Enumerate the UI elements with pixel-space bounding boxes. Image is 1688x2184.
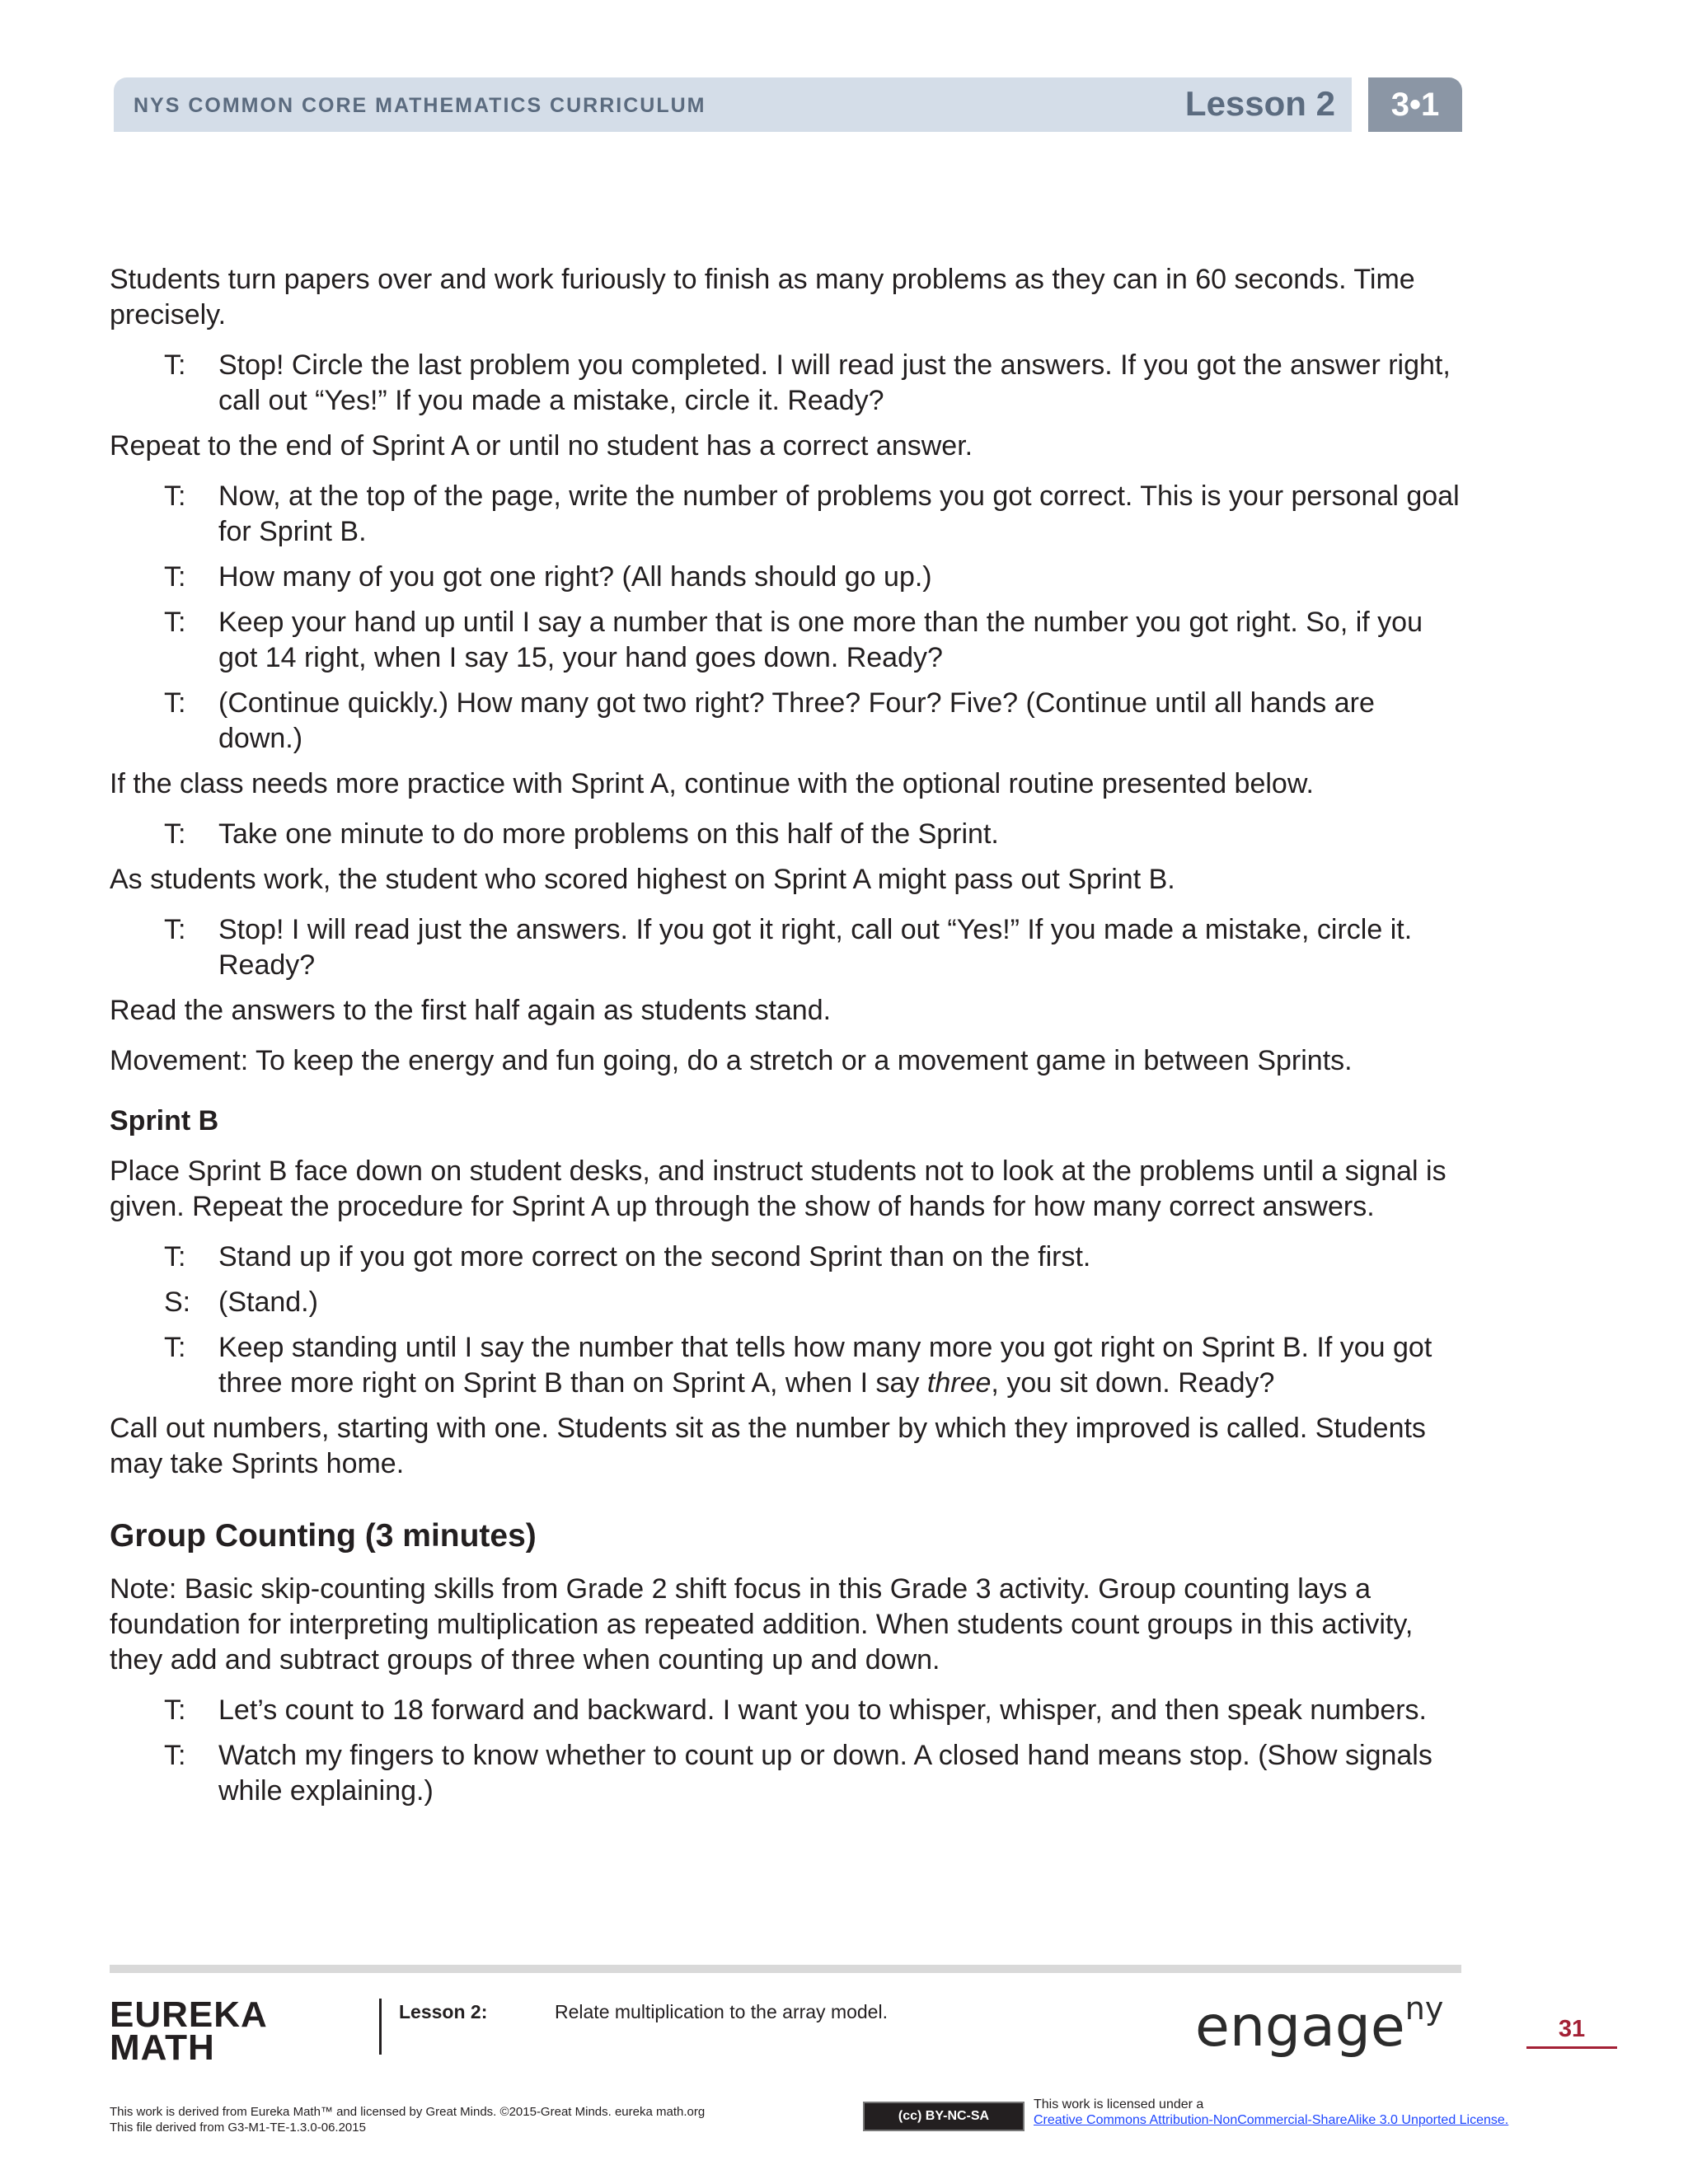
paragraph: Place Sprint B face down on student desks, and instruct students not to look at the problems until a signal is given. Repeat the procedure for Sprint A up through the show of hands for how many correct answers. xyxy=(110,1155,1447,1222)
dialogue-line xyxy=(110,605,1461,676)
paragraph: Note: Basic skip-counting skills from Grade 2 shift focus in this Grade 3 activity. Group counting lays a foundation for interpreting multiplication as repeated addition. When students count groups in this activity, they add and subtract groups of three when counting up and down. xyxy=(110,1573,1414,1675)
dialogue-line xyxy=(110,1330,1461,1401)
footer-divider xyxy=(110,1965,1461,1973)
dialogue-text: Let’s count to 18 forward and backward. I want you to whisper, whisper, and then speak numbers. xyxy=(218,1694,1428,1726)
dialogue-text: Keep your hand up until I say a number that is one more than the number you got right. So, if you got 14 right, when I say 15, your hand goes down. Ready? xyxy=(218,607,1423,673)
lesson-title: Lesson 2 xyxy=(1184,84,1335,123)
dialogue-line xyxy=(110,560,1461,595)
speaker: T: xyxy=(164,1740,186,1771)
dialogue-line xyxy=(110,1240,1461,1275)
speaker: T: xyxy=(164,914,186,945)
license-line: This work is licensed under a xyxy=(1034,2097,1204,2111)
emphasis-word: three xyxy=(926,1367,992,1399)
dialogue-text: How many of you got one right? (All hands should go up.) xyxy=(218,561,932,593)
speaker: T: xyxy=(164,1241,186,1272)
footer-separator xyxy=(379,1999,382,2055)
license-link[interactable]: Creative Commons Attribution-NonCommercial-ShareAlike 3.0 Unported License. xyxy=(1034,2113,1509,2127)
page-number: 31 xyxy=(1526,2016,1617,2049)
dialogue-text: Stand up if you got more correct on the second Sprint than on the first. xyxy=(218,1241,1091,1272)
eureka-math-logo xyxy=(110,1994,268,2068)
speaker: T: xyxy=(164,607,186,638)
cc-license-badge: (cc) BY-NC-SA xyxy=(863,2102,1025,2131)
paragraph: Read the answers to the first half again as students stand. xyxy=(110,995,832,1026)
curriculum-title: NYS COMMON CORE MATHEMATICS CURRICULUM xyxy=(134,94,706,117)
engage-text: engage xyxy=(1195,1994,1405,2060)
footer-lesson-label: Lesson 2: xyxy=(399,2001,488,2022)
speaker: T: xyxy=(164,561,186,593)
lesson-content xyxy=(110,262,1461,1819)
paragraph: Students turn papers over and work furiously to finish as many problems as they can in 60 seconds. Time precisely. xyxy=(110,264,1415,330)
sprint-b-heading: Sprint B xyxy=(110,1105,219,1137)
license-notice xyxy=(1034,2097,1508,2128)
dialogue-text xyxy=(218,1330,1461,1401)
paragraph: Call out numbers, starting with one. Students sit as the number by which they improved is called. Students may take Sprints home. xyxy=(110,1413,1426,1479)
dialogue-line xyxy=(110,686,1461,757)
speaker: T: xyxy=(164,1694,186,1726)
dialogue-text: Stop! Circle the last problem you completed. I will read just the answers. If you got the answer right, call out “Yes!” If you made a mistake, circle it. Ready? xyxy=(218,349,1451,416)
paragraph: Movement: To keep the energy and fun going, do a stretch or a movement game in between Sprints. xyxy=(110,1045,1353,1076)
dialogue-line xyxy=(110,479,1461,550)
dialogue-line xyxy=(110,912,1461,983)
derived-notice xyxy=(110,2104,705,2135)
speaker: T: xyxy=(164,349,186,381)
dialogue-text-part: Keep standing until I say the number that tells how many more you got right on Sprint B. If you got three more right on Sprint B than on Sprint A, when I say xyxy=(218,1332,1432,1399)
speaker: T: xyxy=(164,687,186,719)
speaker: T: xyxy=(164,818,186,850)
dialogue-text: (Continue quickly.) How many got two right? Three? Four? Five? (Continue until all hands are down.) xyxy=(218,687,1375,754)
paragraph: Repeat to the end of Sprint A or until no student has a correct answer. xyxy=(110,430,973,462)
logo-line: MATH xyxy=(110,2027,215,2068)
dialogue-text-part: , you sit down. Ready? xyxy=(991,1367,1275,1399)
dialogue-line xyxy=(110,1738,1461,1809)
dialogue-text: Take one minute to do more problems on this half of the Sprint. xyxy=(218,818,999,850)
speaker: T: xyxy=(164,480,186,512)
derived-line: This work is derived from Eureka Math™ and licensed by Great Minds. ©2015-Great Minds. eureka math.org xyxy=(110,2105,706,2119)
footer-lesson-description: Relate multiplication to the array model. xyxy=(555,2001,888,2022)
group-counting-heading: Group Counting (3 minutes) xyxy=(110,1518,537,1554)
paragraph: As students work, the student who scored highest on Sprint A might pass out Sprint B. xyxy=(110,864,1175,895)
dialogue-text: (Stand.) xyxy=(218,1286,318,1318)
engageny-logo xyxy=(1195,1990,1444,2060)
logo-line: EUREKA xyxy=(110,1994,268,2035)
dialogue-text: Now, at the top of the page, write the number of problems you got correct. This is your personal goal for Sprint B. xyxy=(218,480,1460,547)
dialogue-line xyxy=(110,348,1461,419)
dialogue-text: Watch my fingers to know whether to count up or down. A closed hand means stop. (Show signals while explaining.) xyxy=(218,1740,1432,1807)
speaker: T: xyxy=(164,1332,186,1363)
derived-line: This file derived from G3-M1-TE-1.3.0-06.2015 xyxy=(110,2121,366,2135)
dialogue-line xyxy=(110,817,1461,852)
dialogue-line xyxy=(110,1285,1461,1320)
grade-module-badge: 3•1 xyxy=(1368,77,1462,132)
dialogue-line xyxy=(110,1693,1461,1728)
page-header xyxy=(114,77,1352,132)
speaker: S: xyxy=(164,1286,191,1318)
dialogue-text: Stop! I will read just the answers. If you got it right, call out “Yes!” If you made a mistake, circle it. Ready? xyxy=(218,914,1413,981)
engage-sup: ny xyxy=(1404,1990,1444,2027)
paragraph: If the class needs more practice with Sprint A, continue with the optional routine presented below. xyxy=(110,768,1314,799)
